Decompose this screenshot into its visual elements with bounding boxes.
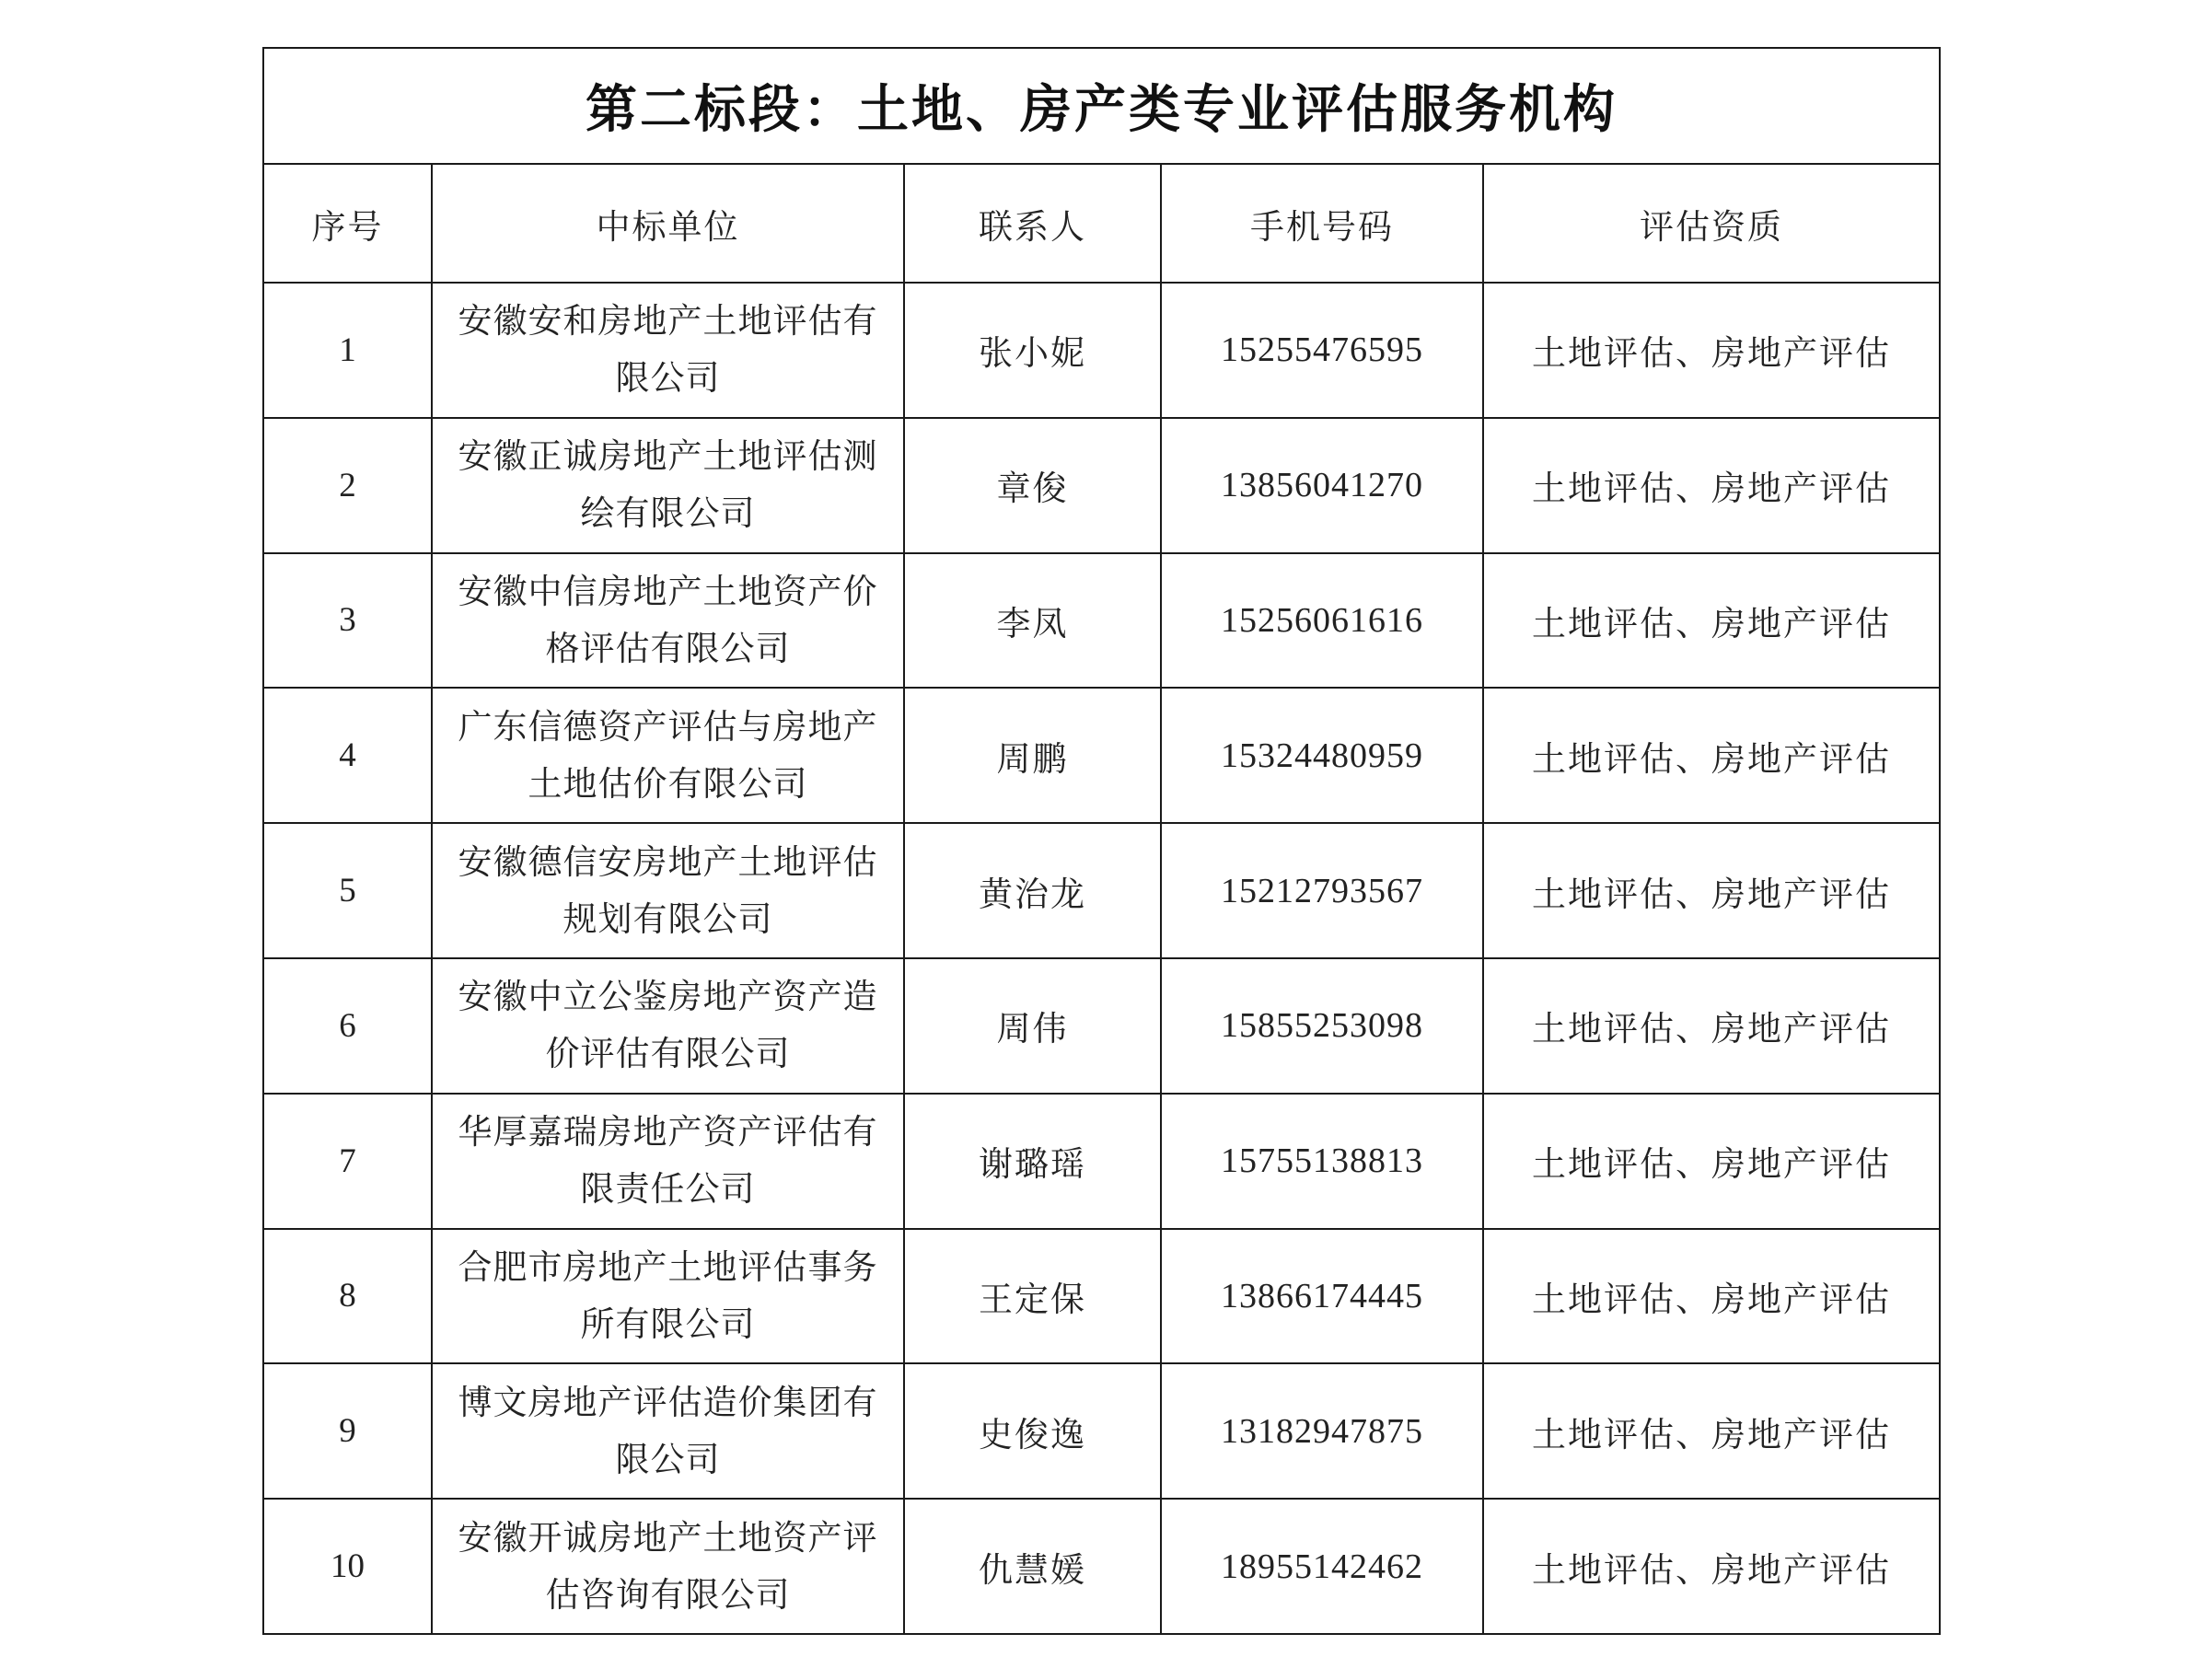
row-company	[432, 1499, 904, 1634]
row-phone: 15212793567	[1161, 823, 1483, 958]
row-index: 5	[263, 823, 432, 958]
row-qualification: 土地评估、房地产评估	[1483, 553, 1940, 689]
company-name: 合肥市房地产土地评估事务所有限公司	[458, 1246, 878, 1344]
table-body	[263, 48, 1940, 1634]
row-contact: 谢璐瑶	[904, 1094, 1161, 1229]
row-company	[432, 1094, 904, 1229]
row-contact: 仇慧媛	[904, 1499, 1161, 1634]
row-phone: 15256061616	[1161, 553, 1483, 689]
bidder-table	[262, 47, 1941, 1635]
company-name: 博文房地产评估造价集团有限公司	[458, 1382, 878, 1479]
row-index: 3	[263, 553, 432, 689]
title-row	[263, 48, 1940, 164]
table-row	[263, 553, 1940, 689]
header-company: 中标单位	[432, 164, 904, 283]
row-qualification: 土地评估、房地产评估	[1483, 283, 1940, 418]
row-company	[432, 418, 904, 553]
row-company	[432, 553, 904, 689]
header-qualification: 评估资质	[1483, 164, 1940, 283]
table-row	[263, 418, 1940, 553]
row-index: 7	[263, 1094, 432, 1229]
row-contact: 李凤	[904, 553, 1161, 689]
row-index: 9	[263, 1363, 432, 1499]
row-qualification: 土地评估、房地产评估	[1483, 1229, 1940, 1364]
company-name: 广东信德资产评估与房地产土地估价有限公司	[458, 706, 878, 804]
row-company	[432, 283, 904, 418]
row-company	[432, 1229, 904, 1364]
row-qualification: 土地评估、房地产评估	[1483, 958, 1940, 1094]
company-name: 安徽安和房地产土地评估有限公司	[458, 301, 878, 399]
row-phone: 15255476595	[1161, 283, 1483, 418]
row-phone: 13866174445	[1161, 1229, 1483, 1364]
document-sheet	[262, 47, 1939, 1633]
row-index: 10	[263, 1499, 432, 1634]
row-qualification: 土地评估、房地产评估	[1483, 1094, 1940, 1229]
row-index: 2	[263, 418, 432, 553]
row-contact: 周伟	[904, 958, 1161, 1094]
row-phone: 13856041270	[1161, 418, 1483, 553]
header-row	[263, 164, 1940, 283]
row-qualification: 土地评估、房地产评估	[1483, 823, 1940, 958]
row-contact: 张小妮	[904, 283, 1161, 418]
table-row	[263, 1229, 1940, 1364]
row-qualification: 土地评估、房地产评估	[1483, 418, 1940, 553]
row-company	[432, 1363, 904, 1499]
header-index: 序号	[263, 164, 432, 283]
row-phone: 18955142462	[1161, 1499, 1483, 1634]
table-row	[263, 823, 1940, 958]
row-phone: 15855253098	[1161, 958, 1483, 1094]
row-index: 1	[263, 283, 432, 418]
row-company	[432, 688, 904, 823]
company-name: 安徽开诚房地产土地资产评估咨询有限公司	[458, 1517, 878, 1615]
table-row	[263, 1363, 1940, 1499]
row-qualification: 土地评估、房地产评估	[1483, 688, 1940, 823]
row-index: 4	[263, 688, 432, 823]
row-contact: 史俊逸	[904, 1363, 1161, 1499]
table-row	[263, 958, 1940, 1094]
table-row	[263, 283, 1940, 418]
header-contact: 联系人	[904, 164, 1161, 283]
company-name: 安徽正诚房地产土地评估测绘有限公司	[458, 436, 878, 534]
row-phone: 15324480959	[1161, 688, 1483, 823]
row-contact: 黄治龙	[904, 823, 1161, 958]
row-contact: 周鹏	[904, 688, 1161, 823]
table-row	[263, 1499, 1940, 1634]
row-index: 6	[263, 958, 432, 1094]
row-qualification: 土地评估、房地产评估	[1483, 1363, 1940, 1499]
row-contact: 章俊	[904, 418, 1161, 553]
row-phone: 15755138813	[1161, 1094, 1483, 1229]
table-row	[263, 688, 1940, 823]
company-name: 安徽德信安房地产土地评估规划有限公司	[458, 841, 878, 939]
company-name: 华厚嘉瑞房地产资产评估有限责任公司	[458, 1112, 878, 1210]
row-company	[432, 823, 904, 958]
row-company	[432, 958, 904, 1094]
row-index: 8	[263, 1229, 432, 1364]
header-phone: 手机号码	[1161, 164, 1483, 283]
table-title: 第二标段：土地、房产类专业评估服务机构	[263, 48, 1940, 164]
table-row	[263, 1094, 1940, 1229]
row-phone: 13182947875	[1161, 1363, 1483, 1499]
row-contact: 王定保	[904, 1229, 1161, 1364]
company-name: 安徽中信房地产土地资产价格评估有限公司	[458, 571, 878, 668]
row-qualification: 土地评估、房地产评估	[1483, 1499, 1940, 1634]
company-name: 安徽中立公鉴房地产资产造价评估有限公司	[458, 977, 878, 1074]
